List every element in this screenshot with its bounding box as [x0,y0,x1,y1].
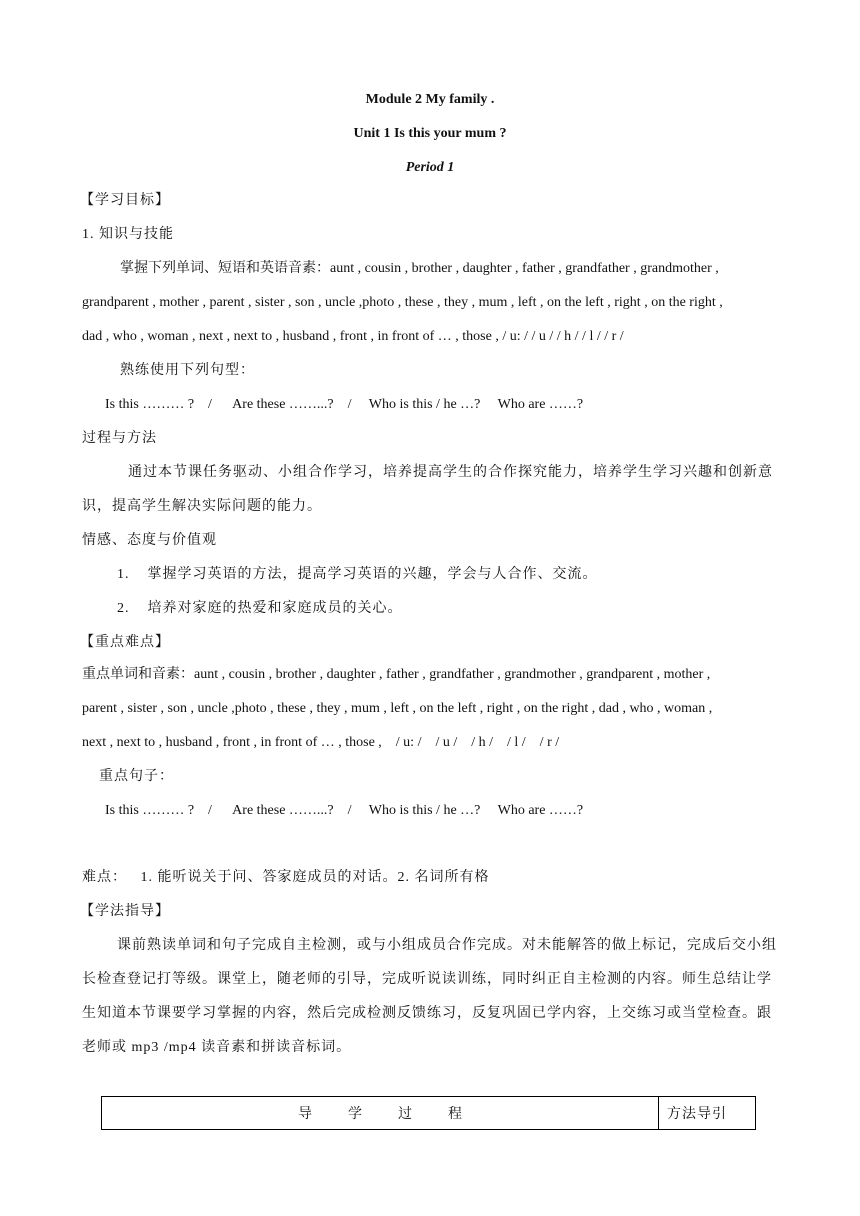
process-line-1: 通过本节课任务驱动、小组合作学习，培养提高学生的合作探究能力，培养学生学习兴趣和创新意 [128,465,773,480]
guide-table [101,1096,756,1130]
key-heading: 【重点难点】 [80,635,170,650]
sentence-patterns-2: Is this ……… ? / Are these ……...? / Who is this / he …? Who are ……? [105,803,584,818]
vocab-line-2: grandparent , mother , parent , sister , son , uncle ,photo , these , they , mum , left , on the left , right , on the right , [82,295,723,310]
method-heading: 【学法指导】 [80,904,170,919]
process-heading: 过程与方法 [82,431,157,446]
vocab-line-1: 掌握下列单词、短语和英语音素：aunt , cousin , brother , daughter , father , grandfather , grandmother , [120,261,719,276]
attitude-item-2: 2. 培养对家庭的热爱和家庭成员的关心。 [117,601,403,616]
method-line-2: 长检查登记打等级。课堂上，随老师的引导，完成听说读训练，同时纠正自主检测的内容。师生总结让学 [82,972,772,987]
module-title: Module 2 My family . [365,92,495,107]
key-sentences-label: 重点句子： [99,769,174,784]
attitude-heading: 情感、态度与价值观 [82,533,217,548]
sentence-patterns-1: Is this ……… ? / Are these ……...? / Who is this / he …? Who are ……? [105,397,584,412]
attitude-item-1: 1. 掌握学习英语的方法，提高学习英语的兴趣，学会与人合作、交流。 [117,567,598,582]
key-vocab-line-3: next , next to , husband , front , in front of … , those , / u: / / u / / h / / l / / r / [82,735,560,750]
vocab-line-3: dad , who , woman , next , next to , husband , front , in front of … , those , / u: / / u / / h / / l / / r / [82,329,624,344]
unit-title: Unit 1 Is this your mum ? [353,126,507,141]
objectives-heading: 【学习目标】 [80,193,170,208]
sentences-intro: 熟练使用下列句型： [120,363,255,378]
method-line-3: 生知道本节课要学习掌握的内容，然后完成检测反馈练习，反复巩固已学内容，上交练习或当堂检查。跟 [82,1006,772,1021]
method-line-1: 课前熟读单词和句子完成自主检测，或与小组成员合作完成。对未能解答的做上标记，完成后交小组 [117,938,777,953]
table-header-process: 导学过程 [298,1107,498,1122]
difficulty-line: 难点： 1. 能听说关于问、答家庭成员的对话。2. 名词所有格 [82,870,490,885]
key-vocab-line-2: parent , sister , son , uncle ,photo , these , they , mum , left , on the left , right , on the right , dad , who , woman , [82,701,713,716]
key-vocab-line-1: 重点单词和音素：aunt , cousin , brother , daughter , father , grandfather , grandmother , grandparent , mother , [82,667,711,682]
knowledge-heading: 1. 知识与技能 [82,227,174,242]
period-title: Period 1 [405,160,455,175]
method-line-4: 老师或 mp3 /mp4 读音素和拼读音标词。 [82,1040,352,1055]
table-header-method: 方法导引 [658,1097,755,1129]
process-line-2: 识，提高学生解决实际问题的能力。 [82,499,322,514]
